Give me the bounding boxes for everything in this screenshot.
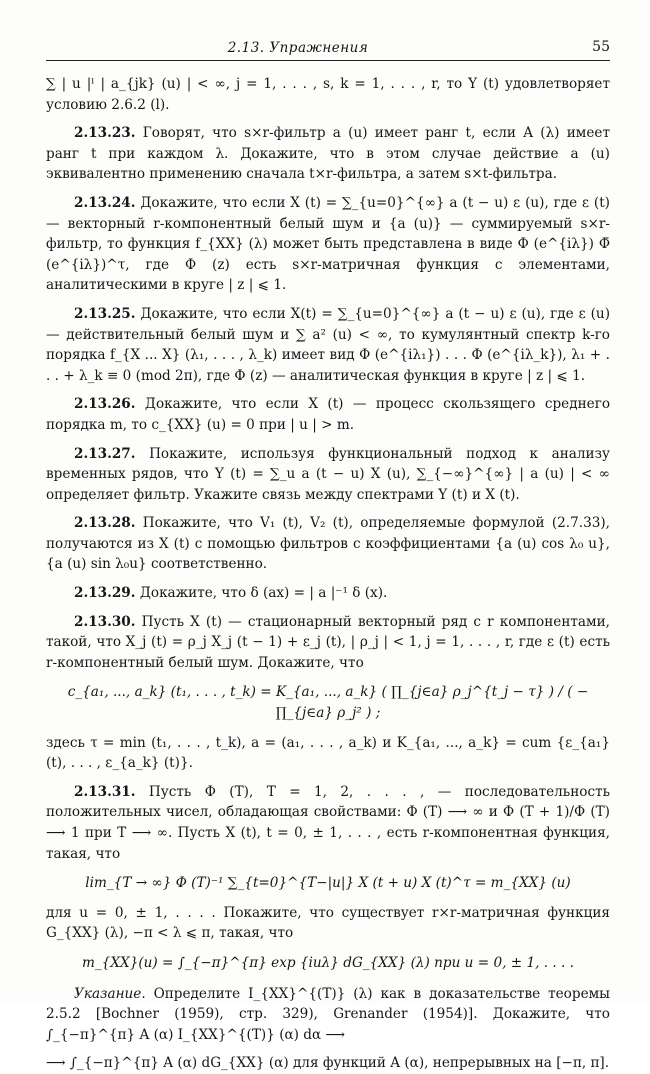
exercise-number: 2.13.31. (74, 783, 136, 800)
exercise-number: 2.13.23. (74, 125, 136, 142)
exercise-text: Докажите, что если X (t) — процесс скользящего среднего порядка m, то c_{XX} (u) = 0 при | u | > m. (46, 396, 611, 433)
exercise-text: Говорят, что s×r-фильтр a (u) имеет ранг t, если A (λ) имеет ранг t при каждом λ. Докажите, что в этом случае действие a (u) эквивалентно применению сначала t×r-фильтра, а затем s×t-фильтра. (46, 125, 610, 183)
hint-continuation: ⟶ ∫_{−π}^{π} A (α) dG_{XX} (α) для функций A (α), непрерывных на [−π, π]. (46, 1055, 610, 1072)
exercise-text: Покажите, используя функциональный подход к анализу временных рядов, что Y (t) = ∑_u a (t − u) X (u), ∑_{−∞}^{∞} | a (u) | < ∞ определяет фильтр. Укажите связь между спектрами Y (t) и X (t). (46, 445, 610, 503)
page-body (46, 74, 610, 1074)
exercise-text: Пусть Φ (T), T = 1, 2, . . . , — последовательность положительных чисел, обладающая свойствами: Φ (T) ⟶ ∞ и Φ (T + 1)/Φ (T) ⟶ 1 при T ⟶ ∞. Пусть X (t), t = 0, ± 1, . . . , есть r-компонентная функция, такая, что (46, 783, 610, 862)
paragraph-continuation (46, 74, 610, 115)
exercise-number: 2.13.30. (74, 613, 136, 630)
exercise-number: 2.13.25. (74, 305, 136, 322)
hint-label: Указание. (74, 985, 146, 1002)
exercise-2-13-25 (46, 304, 610, 386)
page-header (46, 36, 610, 61)
exercise-number: 2.13.28. (74, 515, 136, 532)
exercise-2-13-30 (46, 612, 610, 674)
exercise-number: 2.13.27. (74, 445, 136, 462)
exercise-2-13-24 (46, 193, 610, 296)
page-number: 55 (592, 39, 610, 55)
exercise-number: 2.13.24. (74, 194, 136, 211)
exercise-text: Докажите, что если X (t) = ∑_{u=0}^{∞} a (t − u) ε (u), где ε (t) — векторный r-компонентный белый шум и {a (u)} — суммируемый s×r-фильтр, то функция f_{XX} (λ) может быть представлена в виде Φ (e^{iλ}) Φ̄ (e^{iλ})^τ, где Φ (z) есть s×r-матричная функция с элементами, аналитическими в круге | z | ⩽ 1. (46, 194, 610, 294)
exercise-2-13-23 (46, 123, 610, 185)
running-head: 2.13. Упражнения (227, 40, 369, 56)
exercise-text: Пусть X (t) — стационарный векторный ряд с r компонентами, такой, что X_j (t) = ρ_j X_j (t − 1) + ε_j (t), | ρ_j | < 1, j = 1, . . . , r, где ε (t) есть r-компонентный белый шум. Докажите, что (46, 613, 610, 671)
exercise-text: Докажите, что если X(t) = ∑_{u=0}^{∞} a (t − u) ε (u), где ε (u) — действительный белый шум и ∑ a² (u) < ∞, то кумулянтный спектр k-го порядка f_{X ... X} (λ₁, . . . , λ_k) имеет вид Φ (e^{iλ₁}) . . . Φ (e^{iλ_k}), λ₁ + . . . + λ_k ≡ 0 (mod 2π), где Φ (z) — аналитическая функция в круге | z | ⩽ 1. (46, 305, 610, 384)
exercise-text: Докажите, что δ (ax) = | a |⁻¹ δ (x). (139, 585, 388, 602)
exercise-2-13-29 (46, 583, 610, 604)
paragraph-text: ∑ | u |ˡ | a_{jk} (u) | < ∞, j = 1, . . . , s, k = 1, . . . , r, то Y (t) удовлетворяет условию 2.6.2 (l). (46, 76, 610, 113)
paragraph-show-exists: для u = 0, ± 1, . . . . Покажите, что существует r×r-матричная функция G_{XX} (λ), −π < λ ⩽ π, такая, что (46, 904, 610, 942)
exercise-number: 2.13.29. (74, 585, 136, 602)
exercise-number: 2.13.26. (74, 396, 136, 413)
paragraph-where-tau: здесь τ = min (t₁, . . . , t_k), a = (a₁, . . . , a_k) и K_{a₁, ..., a_k} = cum {ε_{a₁} (t), . . . , ε_{a_k} (t)}. (46, 734, 610, 772)
exercise-2-13-27 (46, 444, 610, 506)
exercise-text: Покажите, что V₁ (t), V₂ (t), определяемые формулой (2.7.33), получаются из X (t) с помощью фильтров с коэффициентами {a (u) cos λ₀ u}, {a (u) sin λ₀u} соответственно. (46, 515, 610, 573)
exercise-2-13-31 (46, 782, 610, 864)
exercise-2-13-26 (46, 394, 610, 435)
display-formula-limit: lim_{T → ∞} Φ (T)⁻¹ ∑_{t=0}^{T−|u|} X (t + u) X (t)^τ = m_{XX} (u) (85, 875, 571, 892)
hint-paragraph (46, 984, 610, 1046)
hint-text: Определите I_{XX}^{(T)} (λ) как в доказательстве теоремы 2.5.2 [Bochner (1959), стр. 329), Grenander (1954)]. Докажите, что ∫_{−π}^{π} A (α) I_{XX}^{(T)} (α) dα ⟶ (46, 985, 611, 1043)
display-formula-cumulant: c_{a₁, ..., a_k} (t₁, . . . , t_k) = K_{a₁, ..., a_k} ( ∏_{j∈a} ρ_j^{t_j − τ} ) / ( − ∏_{j∈a} ρ_j² ) ; (67, 684, 589, 722)
exercise-2-13-28 (46, 513, 610, 575)
display-formula-integral: m_{XX}(u) = ∫_{−π}^{π} exp {iuλ} dG_{XX} (λ) при u = 0, ± 1, . . . . (82, 954, 574, 971)
